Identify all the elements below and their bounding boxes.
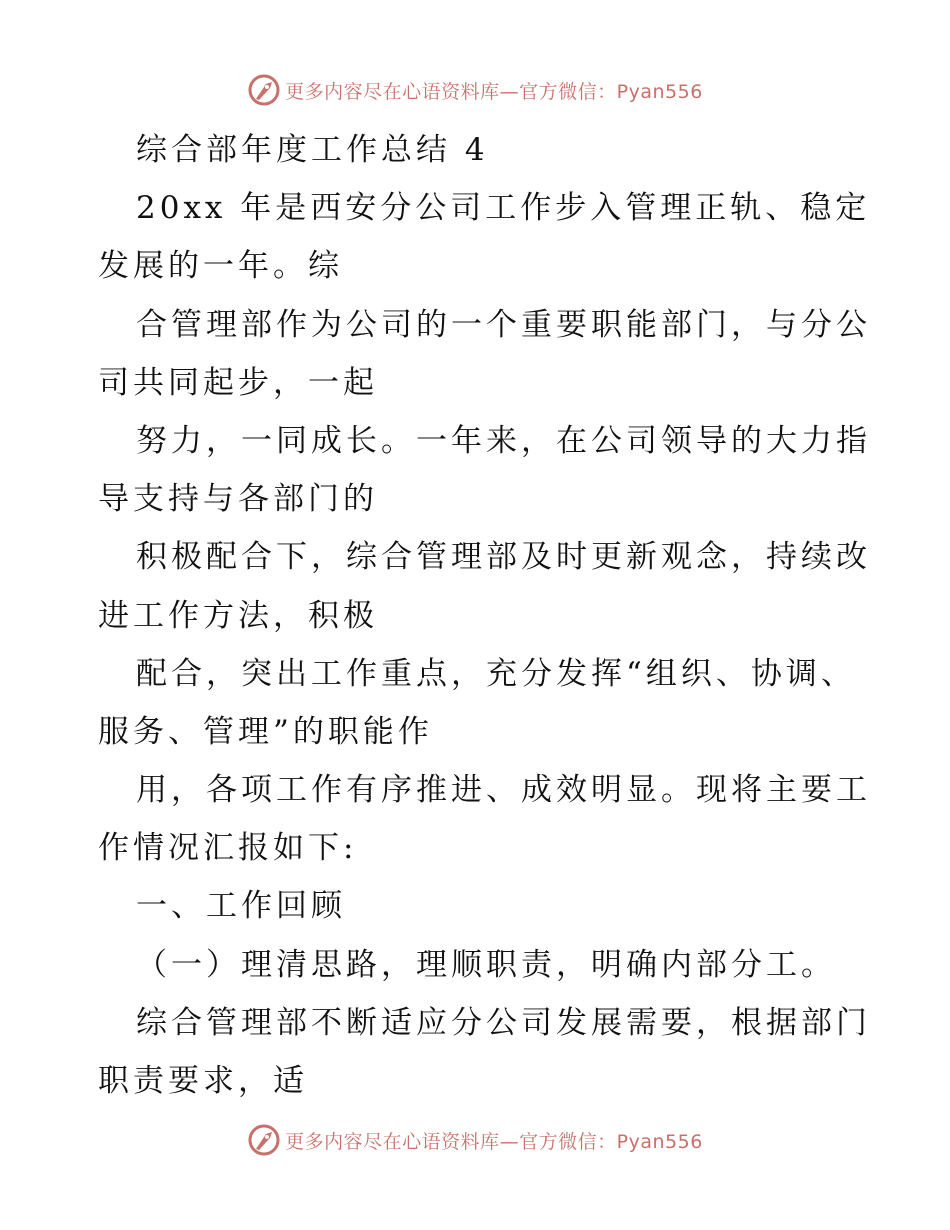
pen-nib-logo-icon xyxy=(247,73,281,107)
text-line: 合管理部作为公司的一个重要职能部门，与分公 xyxy=(136,306,871,343)
text-line: （一）理清思路，理顺职责，明确内部分工。 xyxy=(136,946,836,983)
footer-watermark xyxy=(0,1120,950,1160)
pen-nib-logo-icon xyxy=(247,1123,281,1157)
text-line: 努力，一同成长。一年来，在公司领导的大力指 xyxy=(136,422,871,459)
text-line: 一、工作回顾 xyxy=(136,888,346,925)
text-line: 进工作方法，积极 xyxy=(98,597,378,634)
text-line: 司共同起步，一起 xyxy=(98,364,378,401)
text-line: 作情况汇报如下: xyxy=(98,830,358,867)
text-line: 服务、管理”的职能作 xyxy=(98,713,433,750)
watermark-text: 更多内容尽在心语资料库—官方微信：Pyan556 xyxy=(285,1130,703,1153)
document-body xyxy=(98,121,871,1110)
text-line: 发展的一年。综 xyxy=(98,248,343,285)
text-line: 积极配合下，综合管理部及时更新观念，持续改 xyxy=(136,539,871,576)
text-line: 综合管理部不断适应分公司发展需要，根据部门 xyxy=(136,1004,871,1041)
text-line: 导支持与各部门的 xyxy=(98,481,378,518)
text-line: 20xx 年是西安分公司工作步入管理正轨、稳定 xyxy=(136,190,871,227)
text-line: 综合部年度工作总结 4 xyxy=(136,132,489,168)
text-line: 职责要求，适 xyxy=(98,1063,308,1099)
watermark-text: 更多内容尽在心语资料库—官方微信：Pyan556 xyxy=(285,80,703,103)
header-watermark xyxy=(0,70,950,110)
text-line: 用，各项工作有序推进、成效明显。现将主要工 xyxy=(136,772,871,809)
text-line: 配合，突出工作重点，充分发挥“组织、协调、 xyxy=(136,655,856,692)
